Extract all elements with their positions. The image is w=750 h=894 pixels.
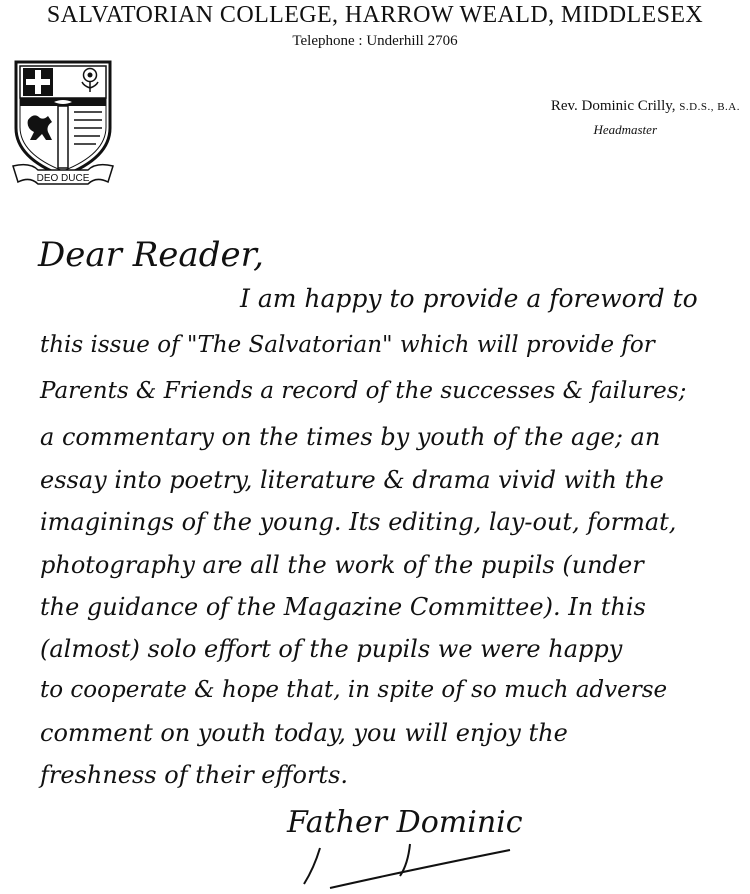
headmaster-qualifications: S.D.S., B.A. bbox=[679, 101, 740, 113]
letter-line: (almost) solo effort of the pupils we were happy bbox=[40, 635, 623, 663]
school-name: SALVATORIAN COLLEGE, HARROW WEALD, MIDDLESEX bbox=[46, 2, 704, 28]
letter-line: imaginings of the young. Its editing, lay-out, format, bbox=[40, 508, 677, 536]
headmaster-title: Headmaster bbox=[593, 122, 657, 137]
letter-line: essay into poetry, literature & drama vivid with the bbox=[40, 466, 664, 494]
letter-line: photography are all the work of the pupils (under bbox=[40, 551, 644, 579]
letter-line: to cooperate & hope that, in spite of so much adverse bbox=[40, 677, 668, 703]
letter-line: Parents & Friends a record of the successes & failures; bbox=[40, 378, 687, 404]
letter-line: I am happy to provide a foreword to bbox=[240, 284, 698, 313]
letter-line: comment on youth today, you will enjoy the bbox=[40, 719, 568, 747]
headmaster-name-line bbox=[470, 98, 740, 115]
telephone-line: Telephone : Underhill 2706 bbox=[292, 33, 458, 49]
college-crest-logo bbox=[10, 58, 115, 190]
letter-line: freshness of their efforts. bbox=[40, 761, 349, 789]
letter-line: the guidance of the Magazine Committee). In this bbox=[40, 593, 646, 621]
salutation: Dear Reader, bbox=[38, 235, 264, 275]
headmaster-name: Rev. Dominic Crilly, bbox=[550, 98, 676, 114]
letter-line: a commentary on the times by youth of the age; an bbox=[40, 423, 661, 451]
crest-motto: DEO DUCE bbox=[36, 173, 90, 184]
letter-line: this issue of "The Salvatorian" which will provide for bbox=[40, 332, 655, 358]
signature-flourish bbox=[290, 840, 520, 890]
signature: Father Dominic bbox=[287, 805, 523, 840]
